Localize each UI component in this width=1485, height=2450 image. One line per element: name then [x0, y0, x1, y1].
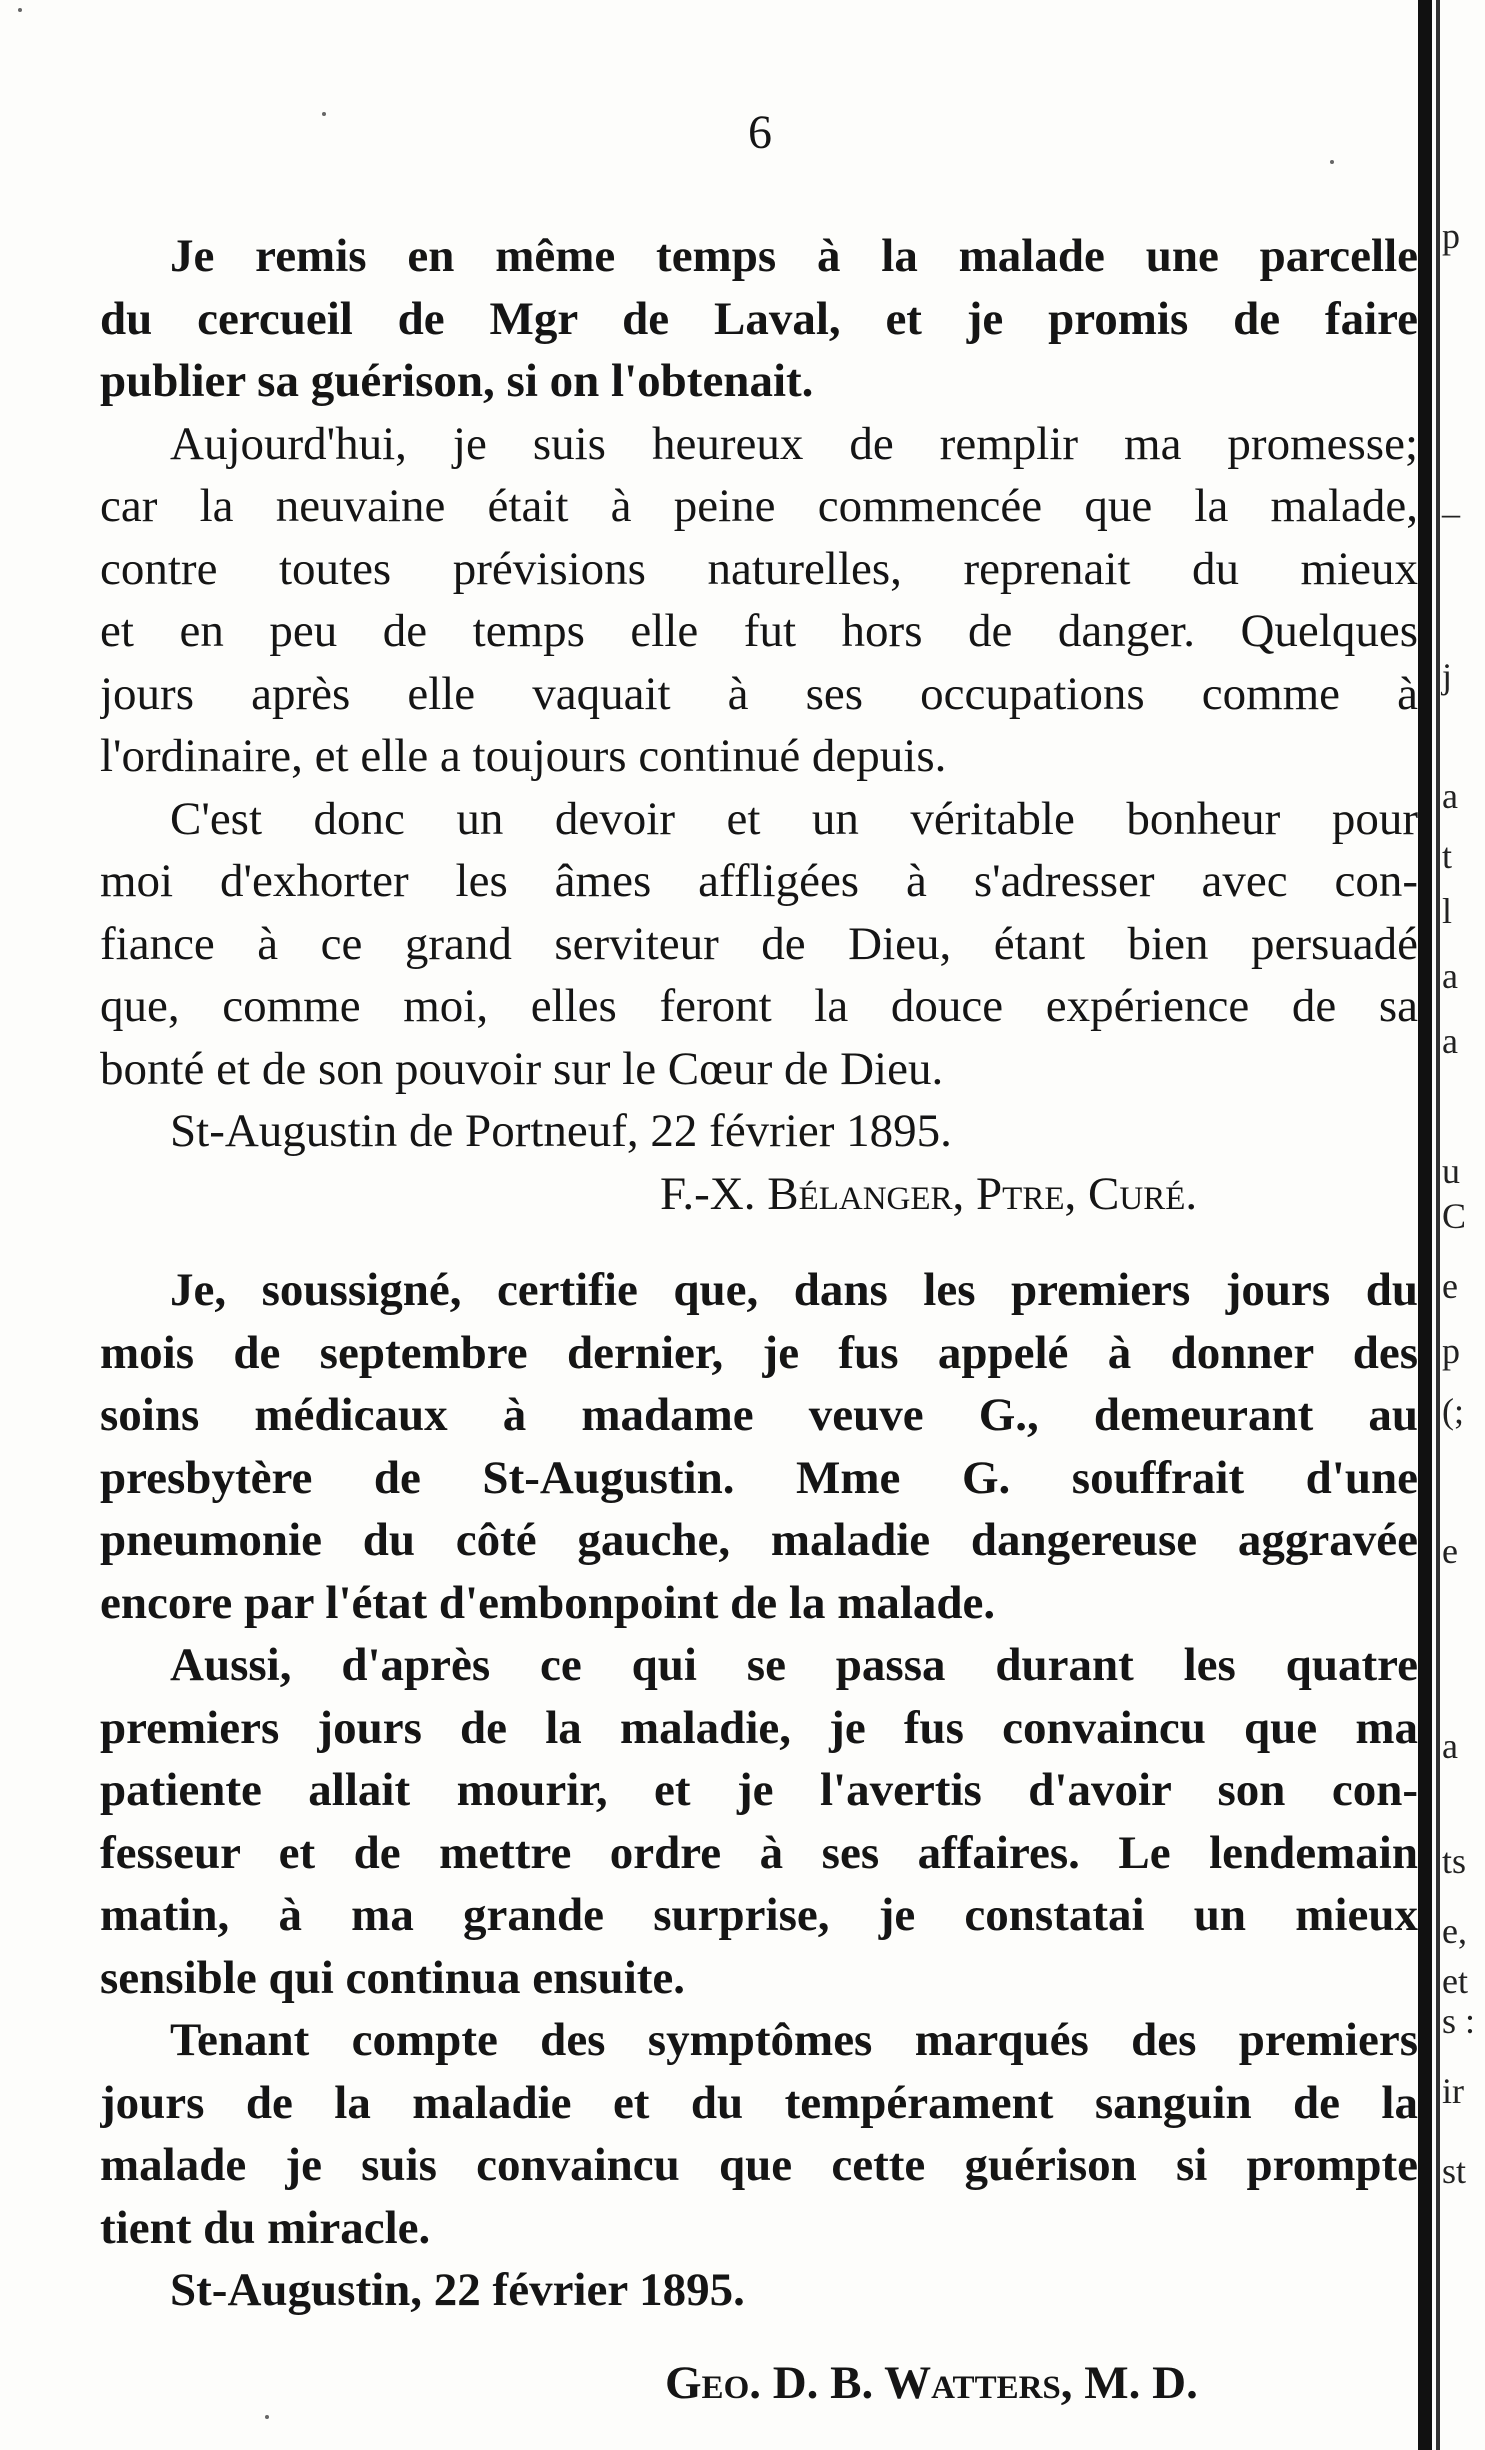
text-line: patiente allait mourir, et je l'avertis d'avoir son con-	[100, 1764, 1418, 1816]
text-line: malade je suis convaincu que cette guérison si prompte	[100, 2139, 1418, 2191]
dateline: St-Augustin, 22 février 1895.	[170, 2264, 745, 2316]
section-gap	[100, 1225, 1418, 1259]
text-line: et en peu de temps elle fut hors de danger. Quelques	[100, 605, 1418, 657]
bleed-through-text: j	[1442, 656, 1453, 696]
bleed-through-text: et	[1442, 1961, 1468, 2001]
text-line: presbytère de St-Augustin. Mme G. souffrait d'une	[100, 1451, 1418, 1504]
text-line: premiers jours de la maladie, je fus convaincu que ma	[100, 1701, 1418, 1754]
bleed-through-text: u	[1442, 1151, 1460, 1191]
bleed-through-text: a	[1442, 1021, 1458, 1061]
bleed-through-text: (;	[1442, 1391, 1464, 1431]
bleed-through-text: l	[1442, 891, 1453, 931]
text-line: jours après elle vaquait à ses occupations comme à	[100, 667, 1418, 720]
text-line: publier sa guérison, si on l'obtenait.	[100, 355, 814, 407]
bleed-through-text: a	[1442, 776, 1458, 816]
bleed-through-text: s :	[1442, 2001, 1476, 2041]
bleed-through-text: t	[1442, 836, 1453, 876]
bleed-through-text: C	[1442, 1196, 1467, 1236]
text-line: tient du miracle.	[100, 2201, 431, 2254]
text-line: moi d'exhorter les âmes affligées à s'adresser avec con-	[100, 855, 1418, 907]
text-line: pneumonie du côté gauche, maladie dangereuse aggravée	[100, 1514, 1418, 1566]
text-line: que, comme moi, elles feront la douce expérience de sa	[100, 980, 1418, 1032]
binding-edge-shadow	[1436, 0, 1440, 2450]
text-line: car la neuvaine était à peine commencée que la malade,	[100, 480, 1418, 532]
text-line: bonté et de son pouvoir sur le Cœur de Dieu.	[100, 1042, 944, 1095]
text-line: matin, à ma grande surprise, je constatai un mieux	[100, 1889, 1418, 1941]
text-line: fesseur et de mettre ordre à ses affaires. Le lendemain	[100, 1826, 1418, 1879]
scan-speck	[322, 112, 326, 116]
signature: Geo. D. B. Watters, M. D.	[665, 2356, 1198, 2409]
page-number: 6	[748, 106, 772, 159]
bleed-through-text: e	[1442, 1266, 1458, 1306]
binding-edge	[1418, 0, 1432, 2450]
scan-speck	[18, 8, 22, 12]
text-line: Aujourd'hui, je suis heureux de remplir ma promesse;	[170, 417, 1418, 470]
text-line: l'ordinaire, et elle a toujours continué depuis.	[100, 730, 947, 782]
text-line: contre toutes prévisions naturelles, reprenait du mieux	[100, 542, 1418, 595]
dateline: St-Augustin de Portneuf, 22 février 1895.	[170, 1105, 952, 1157]
text-line: mois de septembre dernier, je fus appelé à donner des	[100, 1326, 1418, 1379]
text-line: fiance à ce grand serviteur de Dieu, étant bien persuadé	[100, 917, 1418, 970]
scan-speck	[265, 2415, 269, 2419]
text-line: Tenant compte des symptômes marqués des premiers	[170, 2014, 1418, 2066]
bleed-through-text: st	[1442, 2151, 1467, 2191]
text-line: jours de la maladie et du tempérament sanguin de la	[100, 2076, 1418, 2129]
text-line: Je remis en même temps à la malade une parcelle	[170, 230, 1418, 282]
bleed-through-text: ir	[1442, 2071, 1464, 2111]
bleed-through-text: ts	[1442, 1841, 1467, 1881]
text-line: encore par l'état d'embonpoint de la malade.	[100, 1576, 996, 1629]
bleed-through-text: e	[1442, 1531, 1458, 1571]
text-line: soins médicaux à madame veuve G., demeurant au	[100, 1389, 1418, 1441]
bleed-through-text: p	[1442, 216, 1460, 256]
text-line: Je, soussigné, certifie que, dans les premiers jours du	[170, 1264, 1418, 1316]
bleed-through-text: e,	[1442, 1911, 1467, 1951]
text-line: sensible qui continua ensuite.	[100, 1951, 686, 2004]
text-line: C'est donc un devoir et un véritable bonheur pour	[170, 792, 1418, 845]
text-line: du cercueil de Mgr de Laval, et je promis de faire	[100, 292, 1418, 345]
bleed-through-text: _	[1442, 481, 1460, 521]
bleed-through-text: p	[1442, 1331, 1460, 1371]
scan-speck	[1330, 160, 1334, 164]
signature: F.-X. Bélanger, Ptre, Curé.	[660, 1167, 1198, 1220]
bleed-through-text: a	[1442, 1726, 1458, 1766]
bleed-through-text: a	[1442, 956, 1458, 996]
body-text	[100, 225, 1418, 2414]
text-line: Aussi, d'après ce qui se passa durant les quatre	[170, 1639, 1418, 1691]
